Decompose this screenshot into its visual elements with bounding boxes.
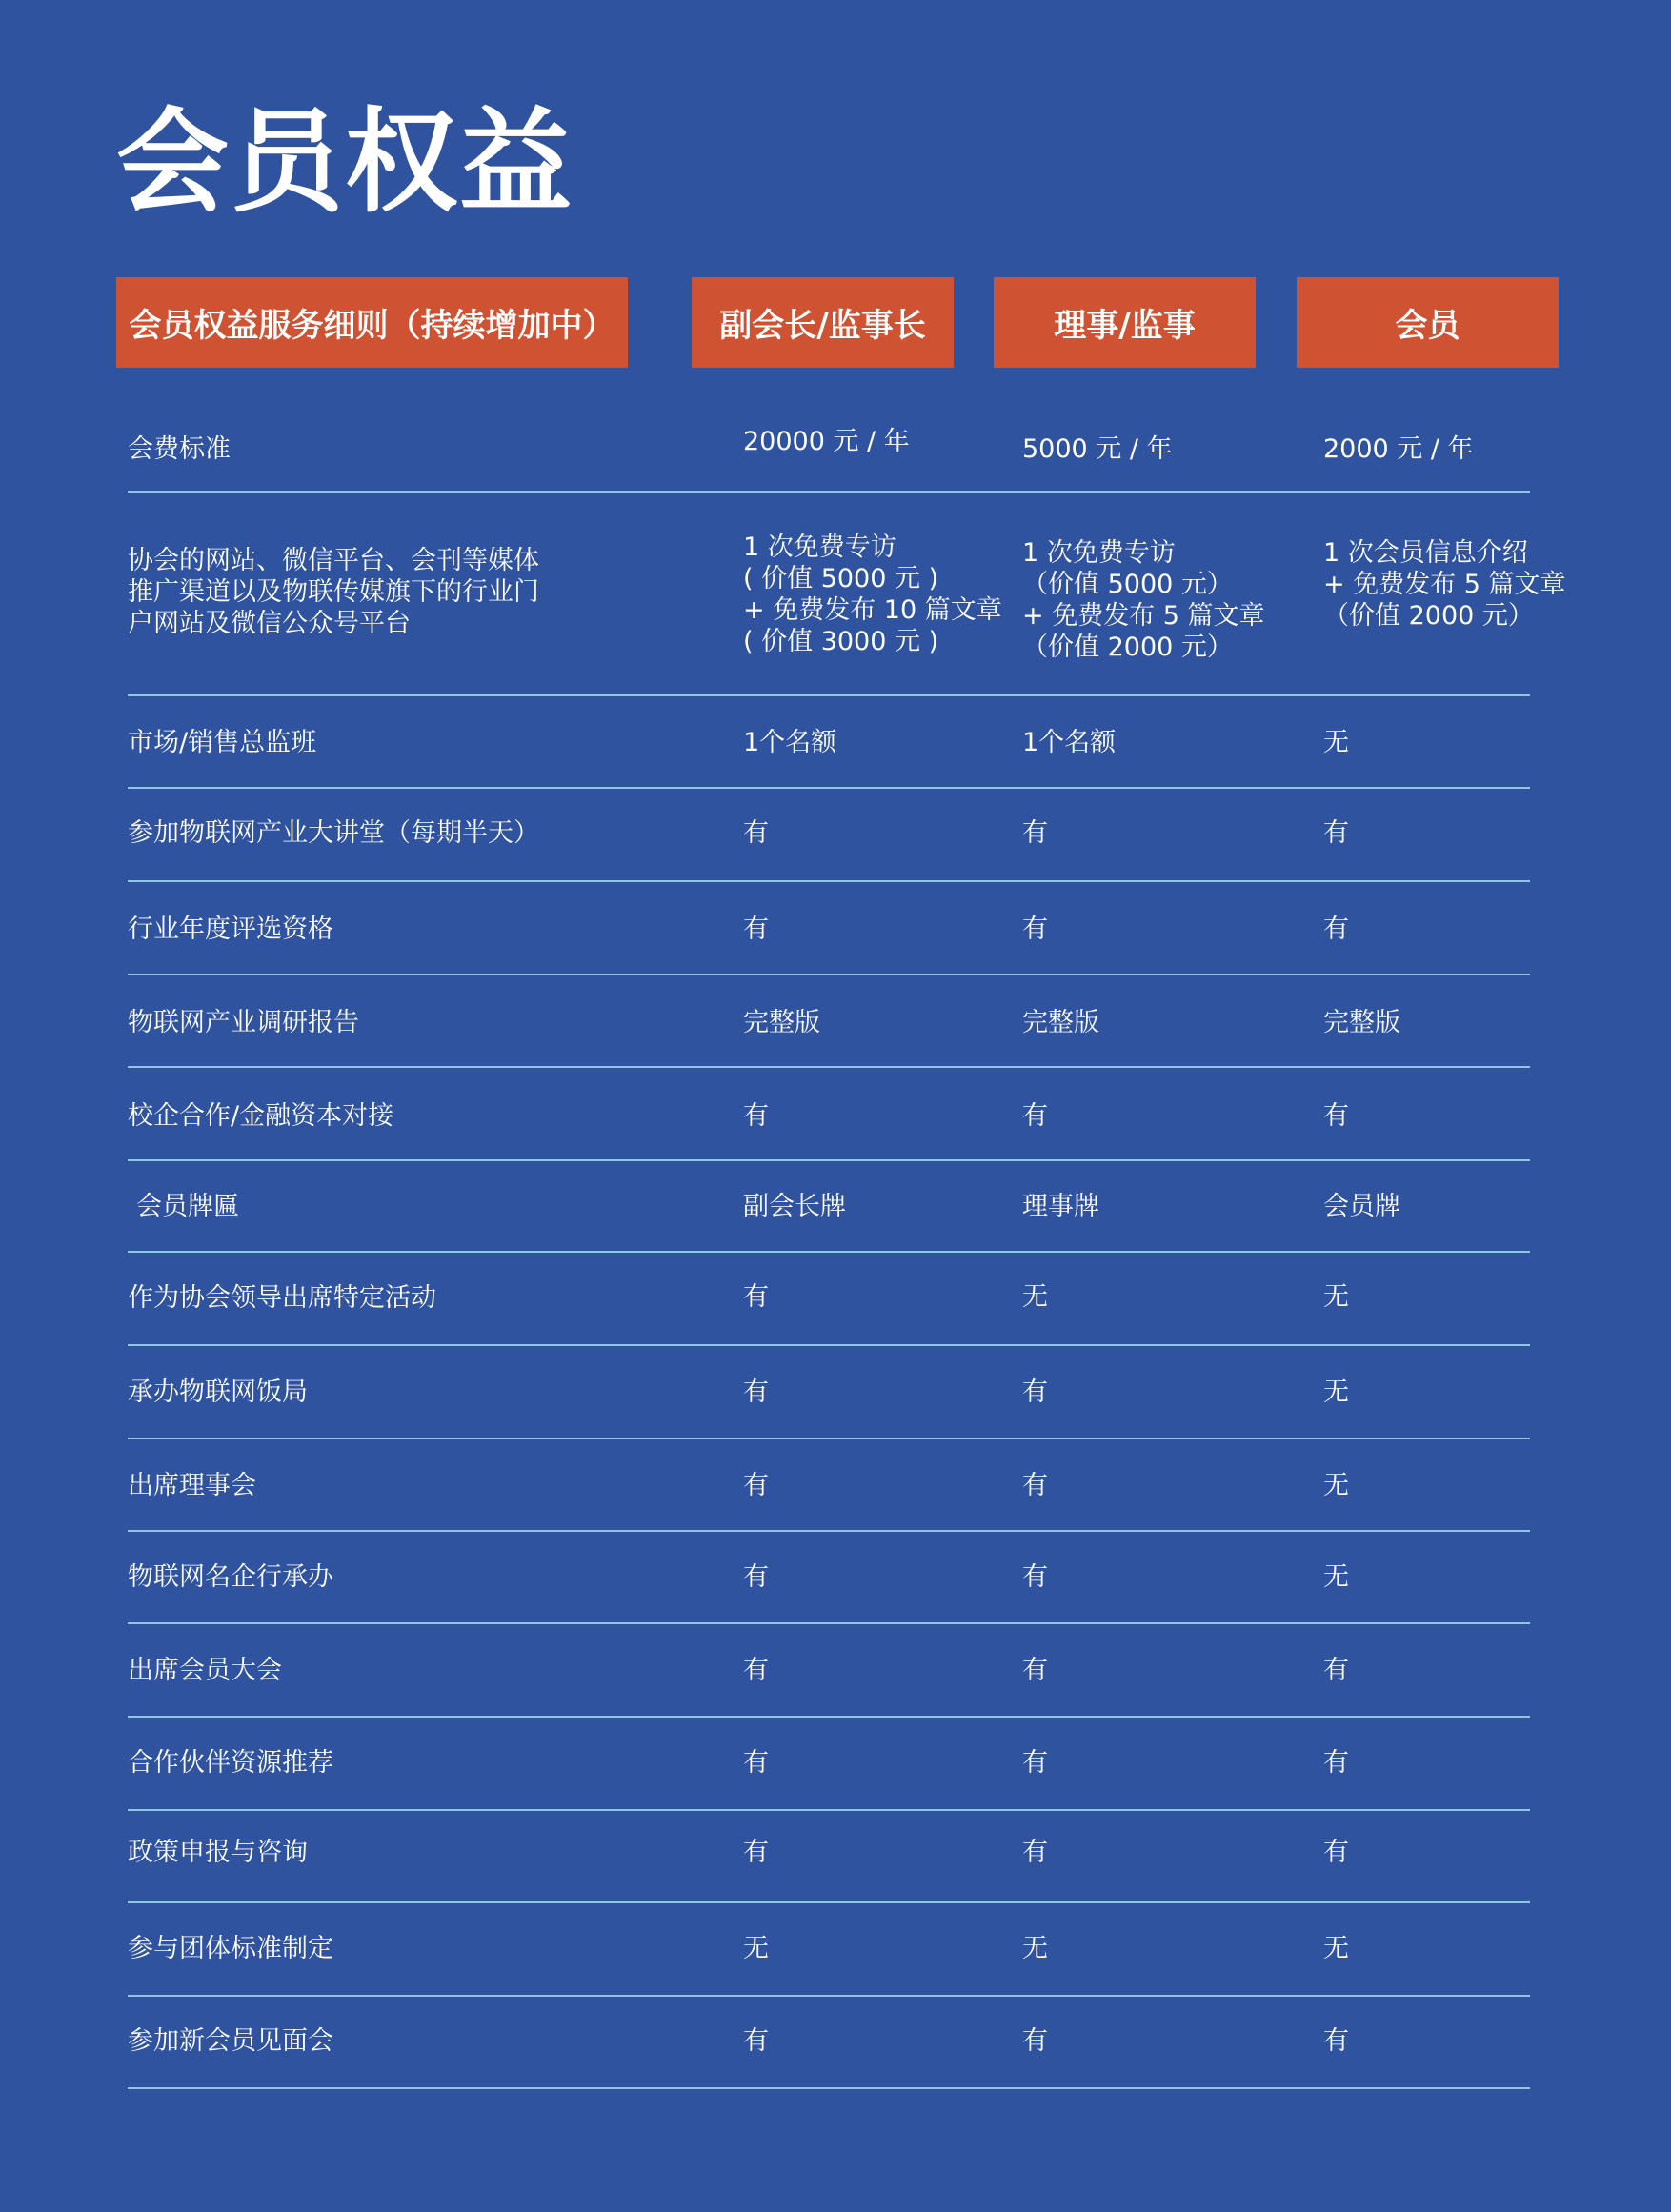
row-divider — [128, 1530, 1530, 1532]
table-cell-director-value: 无 — [1022, 1282, 1048, 1312]
table-cell-member-value: 有 — [1323, 818, 1349, 848]
row-divider — [128, 491, 1530, 493]
table-cell-benefit-name: 会员牌匾 — [136, 1192, 239, 1221]
table-cell-benefit-name: 参与团体标准制定 — [128, 1934, 333, 1963]
table-cell-member-value: 无 — [1323, 1934, 1349, 1963]
table-cell-vice-president-value: 副会长牌 — [743, 1192, 846, 1221]
table-cell-director-value: 1 次免费专访 （价值 5000 元） + 免费发布 5 篇文章 （价值 2000 元） — [1022, 538, 1265, 662]
table-cell-member-value: 无 — [1323, 1471, 1349, 1500]
page-title: 会员权益 — [116, 96, 574, 228]
table-cell-benefit-name: 参加物联网产业大讲堂（每期半天） — [128, 818, 539, 848]
table-cell-director-value: 有 — [1022, 1838, 1048, 1867]
table-cell-benefit-name: 出席会员大会 — [128, 1656, 282, 1685]
table-cell-director-value: 有 — [1022, 1748, 1048, 1778]
table-cell-member-value: 无 — [1323, 1377, 1349, 1407]
table-cell-member-value: 有 — [1323, 1656, 1349, 1685]
row-divider — [128, 1438, 1530, 1439]
table-cell-member-value: 有 — [1323, 1748, 1349, 1778]
header-member: 会员 — [1297, 277, 1559, 368]
table-cell-vice-president-value: 有 — [743, 1838, 769, 1867]
table-cell-director-value: 有 — [1022, 1377, 1048, 1407]
table-cell-vice-president-value: 1个名额 — [743, 728, 837, 757]
row-divider — [128, 1159, 1530, 1161]
row-divider — [128, 1995, 1530, 1997]
table-cell-vice-president-value: 20000 元 / 年 — [743, 427, 910, 456]
row-divider — [128, 1622, 1530, 1624]
table-cell-vice-president-value: 有 — [743, 818, 769, 848]
table-cell-vice-president-value: 有 — [743, 1656, 769, 1685]
row-divider — [128, 1251, 1530, 1253]
table-cell-director-value: 理事牌 — [1022, 1192, 1099, 1221]
table-cell-member-value: 1 次会员信息介绍 + 免费发布 5 篇文章 （价值 2000 元） — [1323, 538, 1566, 631]
table-cell-vice-president-value: 有 — [743, 915, 769, 944]
table-cell-benefit-name: 作为协会领导出席特定活动 — [128, 1283, 436, 1313]
table-cell-director-value: 有 — [1022, 818, 1048, 848]
table-cell-vice-president-value: 有 — [743, 1282, 769, 1312]
header-benefit-details: 会员权益服务细则（持续增加中） — [116, 277, 628, 368]
row-divider — [128, 1344, 1530, 1346]
table-cell-benefit-name: 协会的网站、微信平台、会刊等媒体 推广渠道以及物联传媒旗下的行业门 户网站及微信公众号平台 — [128, 546, 539, 638]
table-cell-vice-president-value: 有 — [743, 1562, 769, 1592]
table-cell-director-value: 有 — [1022, 1101, 1048, 1131]
table-cell-director-value: 有 — [1022, 1656, 1048, 1685]
table-cell-director-value: 完整版 — [1022, 1008, 1099, 1037]
row-divider — [128, 974, 1530, 975]
table-cell-vice-president-value: 有 — [743, 1377, 769, 1407]
table-cell-member-value: 完整版 — [1323, 1008, 1400, 1037]
table-cell-director-value: 无 — [1022, 1934, 1048, 1963]
row-divider — [128, 1716, 1530, 1718]
table-cell-member-value: 有 — [1323, 1101, 1349, 1131]
row-divider — [128, 694, 1530, 696]
table-cell-benefit-name: 会费标准 — [128, 434, 231, 464]
table-cell-director-value: 有 — [1022, 1562, 1048, 1592]
table-cell-member-value: 无 — [1323, 728, 1349, 757]
table-cell-member-value: 有 — [1323, 915, 1349, 944]
table-cell-benefit-name: 行业年度评选资格 — [128, 915, 333, 944]
table-cell-director-value: 5000 元 / 年 — [1022, 434, 1173, 464]
table-cell-member-value: 无 — [1323, 1562, 1349, 1592]
table-cell-benefit-name: 市场/销售总监班 — [128, 728, 317, 757]
table-cell-director-value: 有 — [1022, 915, 1048, 944]
table-cell-member-value: 有 — [1323, 2026, 1349, 2056]
table-cell-benefit-name: 物联网产业调研报告 — [128, 1008, 359, 1037]
table-cell-director-value: 有 — [1022, 1471, 1048, 1500]
row-divider — [128, 2087, 1530, 2089]
table-cell-member-value: 无 — [1323, 1282, 1349, 1312]
row-divider — [128, 1066, 1530, 1068]
table-cell-member-value: 2000 元 / 年 — [1323, 434, 1474, 464]
row-divider — [128, 1809, 1530, 1811]
table-cell-benefit-name: 校企合作/金融资本对接 — [128, 1101, 394, 1131]
table-cell-vice-president-value: 有 — [743, 1471, 769, 1500]
table-cell-benefit-name: 政策申报与咨询 — [128, 1838, 308, 1867]
row-divider — [128, 1901, 1530, 1903]
table-cell-vice-president-value: 有 — [743, 2026, 769, 2056]
row-divider — [128, 880, 1530, 882]
table-cell-benefit-name: 承办物联网饭局 — [128, 1377, 308, 1407]
table-cell-vice-president-value: 有 — [743, 1748, 769, 1778]
header-vice-president: 副会长/监事长 — [692, 277, 954, 368]
table-cell-director-value: 1个名额 — [1022, 728, 1117, 757]
table-cell-benefit-name: 物联网名企行承办 — [128, 1562, 333, 1592]
table-cell-director-value: 有 — [1022, 2026, 1048, 2056]
table-cell-benefit-name: 出席理事会 — [128, 1471, 256, 1500]
table-cell-benefit-name: 参加新会员见面会 — [128, 2026, 333, 2056]
table-cell-vice-president-value: 无 — [743, 1934, 769, 1963]
row-divider — [128, 787, 1530, 789]
table-cell-benefit-name: 合作伙伴资源推荐 — [128, 1748, 333, 1778]
table-cell-member-value: 有 — [1323, 1838, 1349, 1867]
table-cell-vice-president-value: 1 次免费专访 ( 价值 5000 元 ) + 免费发布 10 篇文章 ( 价值 3000 元 ) — [743, 533, 1002, 656]
table-cell-vice-president-value: 有 — [743, 1101, 769, 1131]
header-director: 理事/监事 — [994, 277, 1256, 368]
table-cell-member-value: 会员牌 — [1323, 1192, 1400, 1221]
table-cell-vice-president-value: 完整版 — [743, 1008, 820, 1037]
